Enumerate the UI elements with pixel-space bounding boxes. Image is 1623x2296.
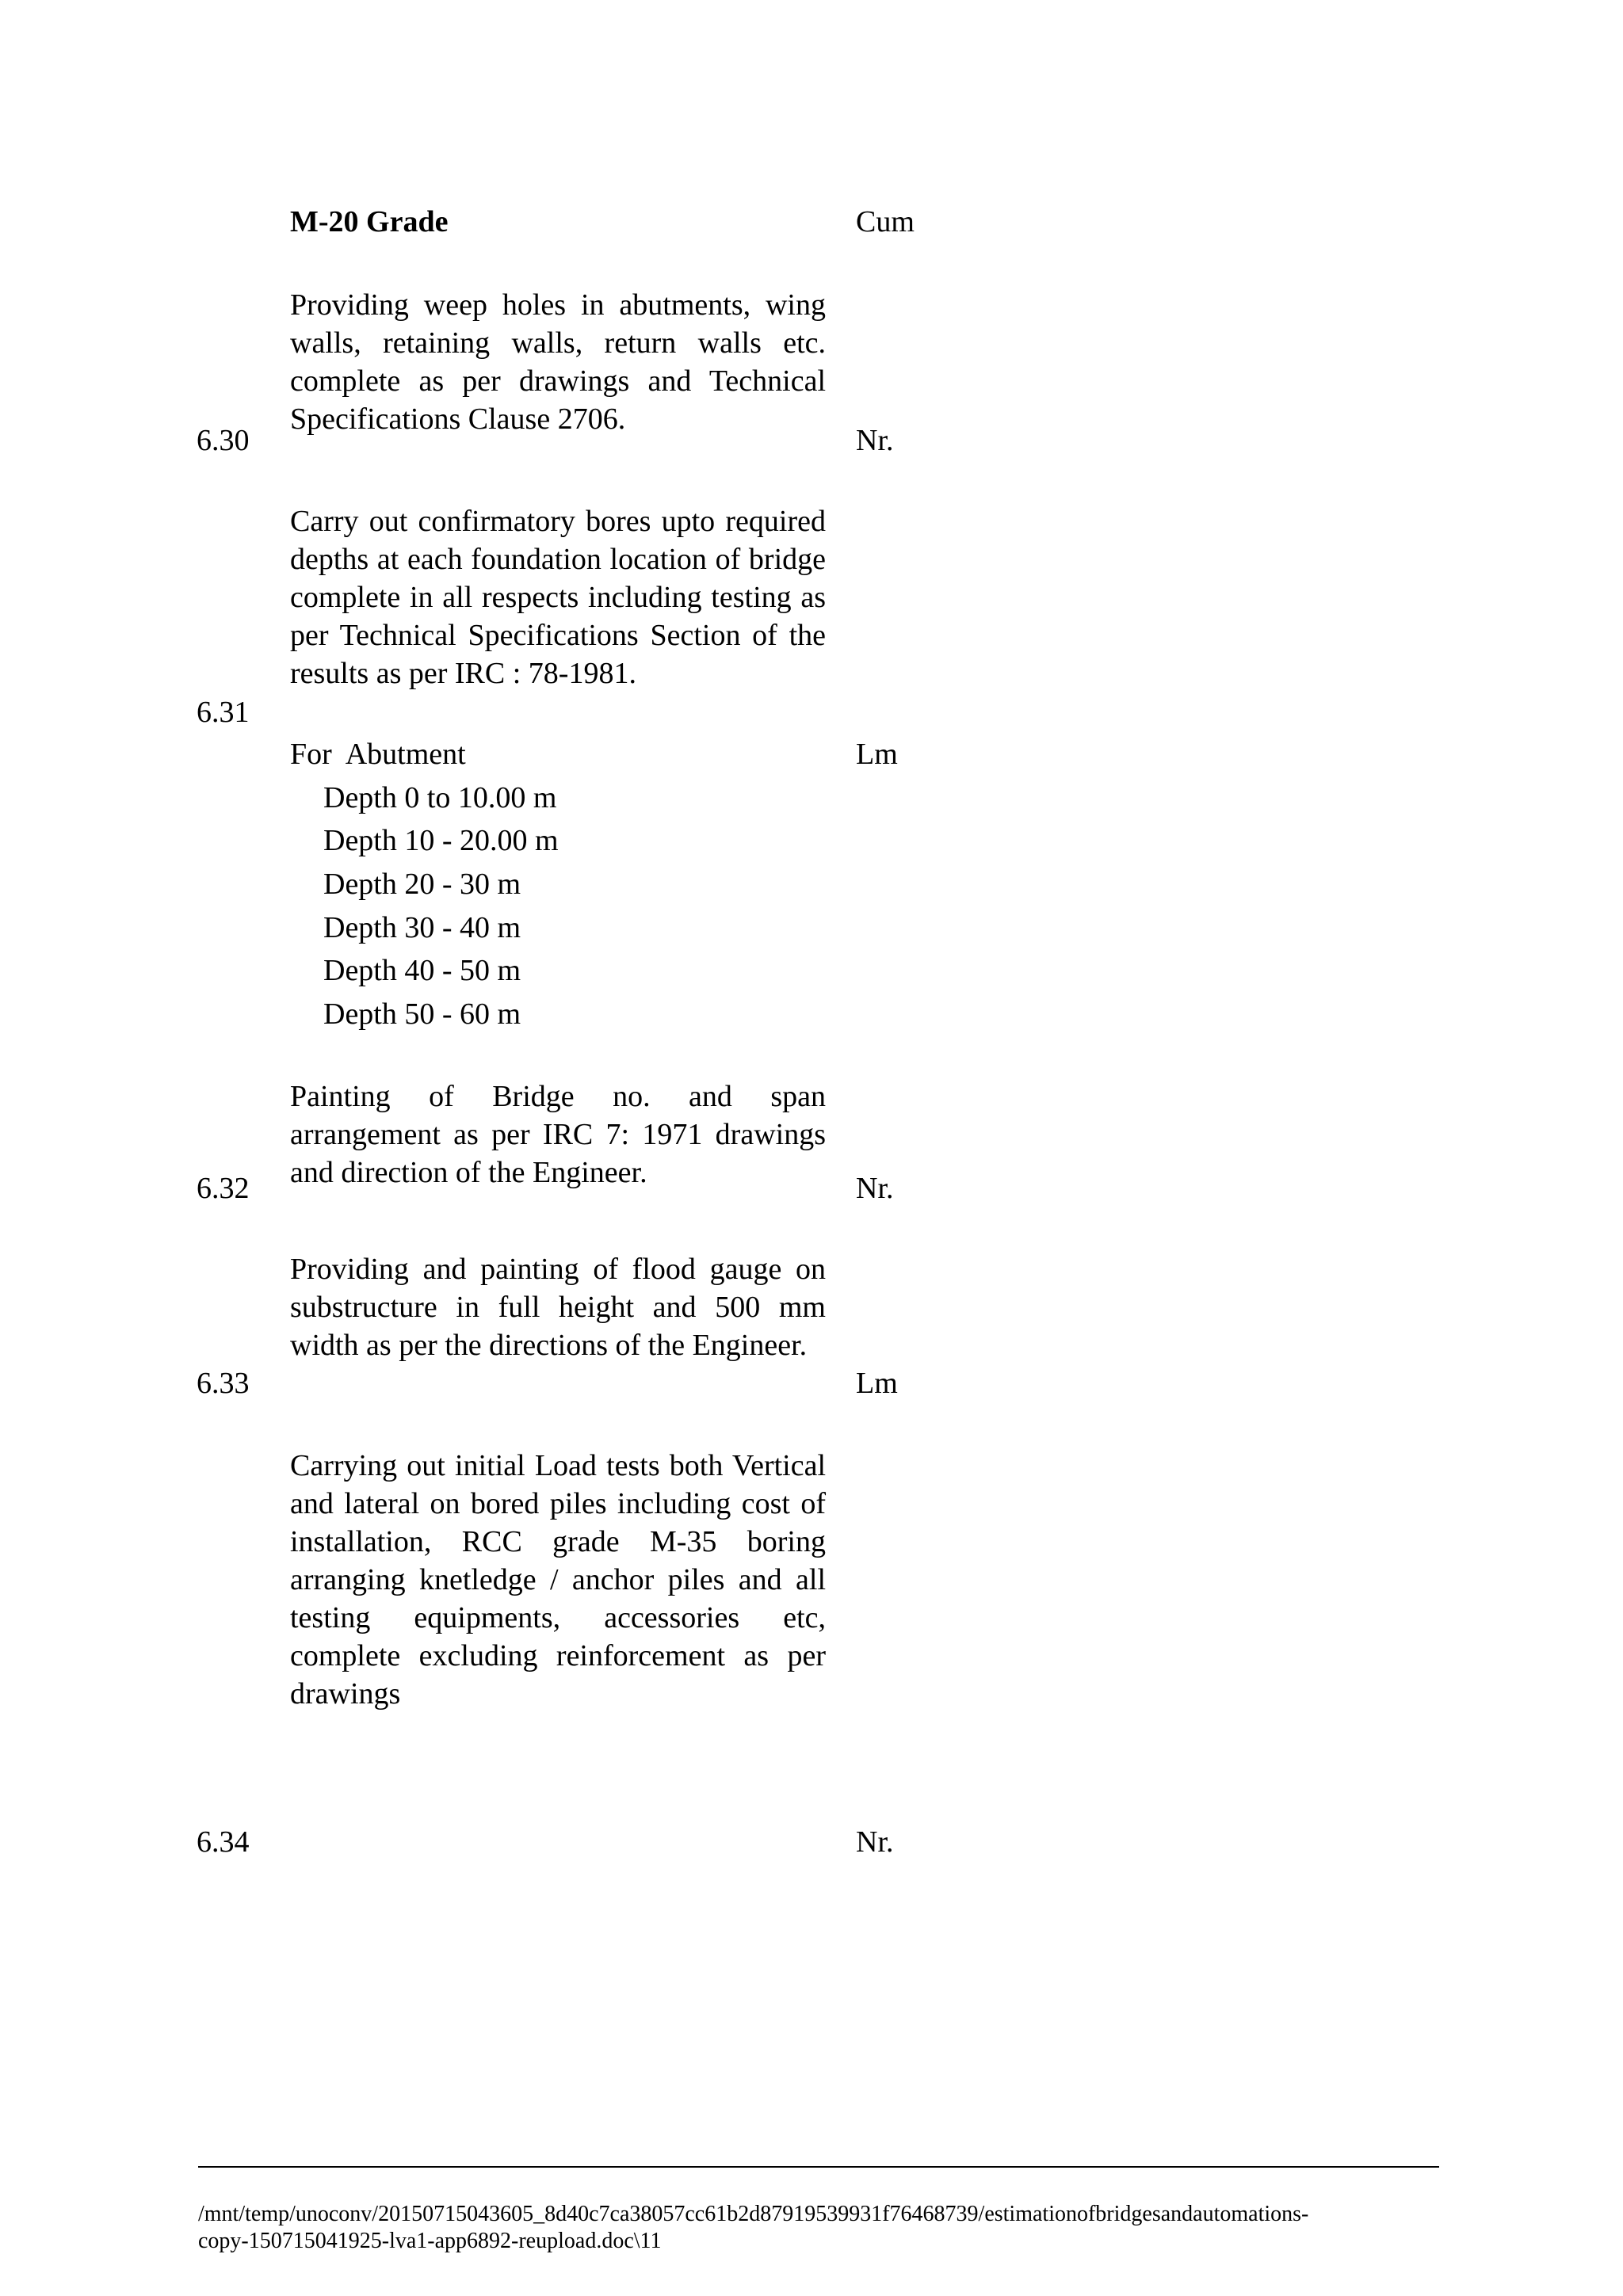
item-6-33-unit: Lm [856, 1367, 898, 1400]
depth-row: Depth 0 to 10.00 m [323, 781, 557, 814]
item-6-31-number: 6.31 [197, 696, 250, 729]
grade-heading: M-20 Grade [290, 205, 449, 238]
item-6-30-description: Providing weep holes in abutments, wing walls, retaining walls, return walls etc. complete as per drawings and Technical Specifications Clause 2706. [290, 288, 826, 436]
item-6-30-number: 6.30 [197, 424, 250, 457]
item-6-32-number: 6.32 [197, 1172, 250, 1205]
item-6-34-unit: Nr. [856, 1825, 894, 1859]
item-6-33-description: Providing and painting of flood gauge on substructure in full height and 500 mm width as per the directions of the Engineer. [290, 1253, 826, 1362]
grade-unit: Cum [856, 205, 915, 238]
item-6-31-description: Carry out confirmatory bores upto required depths at each foundation location of bridge complete in all respects including testing as per Technical Specifications Section of the results as per IRC : 78-1981. [290, 505, 826, 690]
item-6-31-unit: Lm [856, 738, 898, 771]
item-6-32-description: Painting of Bridge no. and span arrangement as per IRC 7: 1971 drawings and direction of the Engineer. [290, 1080, 826, 1189]
footer-file-path [198, 2201, 1450, 2255]
footer-divider [198, 2166, 1439, 2168]
item-6-30-unit: Nr. [856, 424, 894, 457]
item-6-34-number: 6.34 [197, 1825, 250, 1859]
item-6-34-description: Carrying out initial Load tests both Vertical and lateral on bored piles including cost of installation, RCC grade M-35 boring arranging knetledge / anchor piles and all testing equipments, accessories etc, complete excluding reinforcement as per drawings [290, 1449, 826, 1711]
depth-row: Depth 50 - 60 m [323, 997, 521, 1031]
depth-row: Depth 40 - 50 m [323, 954, 521, 987]
footer-path-line-1: /mnt/temp/unoconv/20150715043605_8d40c7ca38057cc61b2d87919539931f76468739/estimationofbridgesandautomations- [198, 2202, 1309, 2226]
item-6-33-number: 6.33 [197, 1367, 250, 1400]
depth-row: Depth 30 - 40 m [323, 911, 521, 944]
footer-path-line-2: copy-150715041925-lva1-app6892-reupload.doc\11 [198, 2229, 662, 2253]
item-6-32-unit: Nr. [856, 1172, 894, 1205]
depth-row: Depth 20 - 30 m [323, 868, 521, 901]
item-6-31-subheading: For Abutment [290, 738, 466, 771]
depth-row: Depth 10 - 20.00 m [323, 824, 559, 857]
